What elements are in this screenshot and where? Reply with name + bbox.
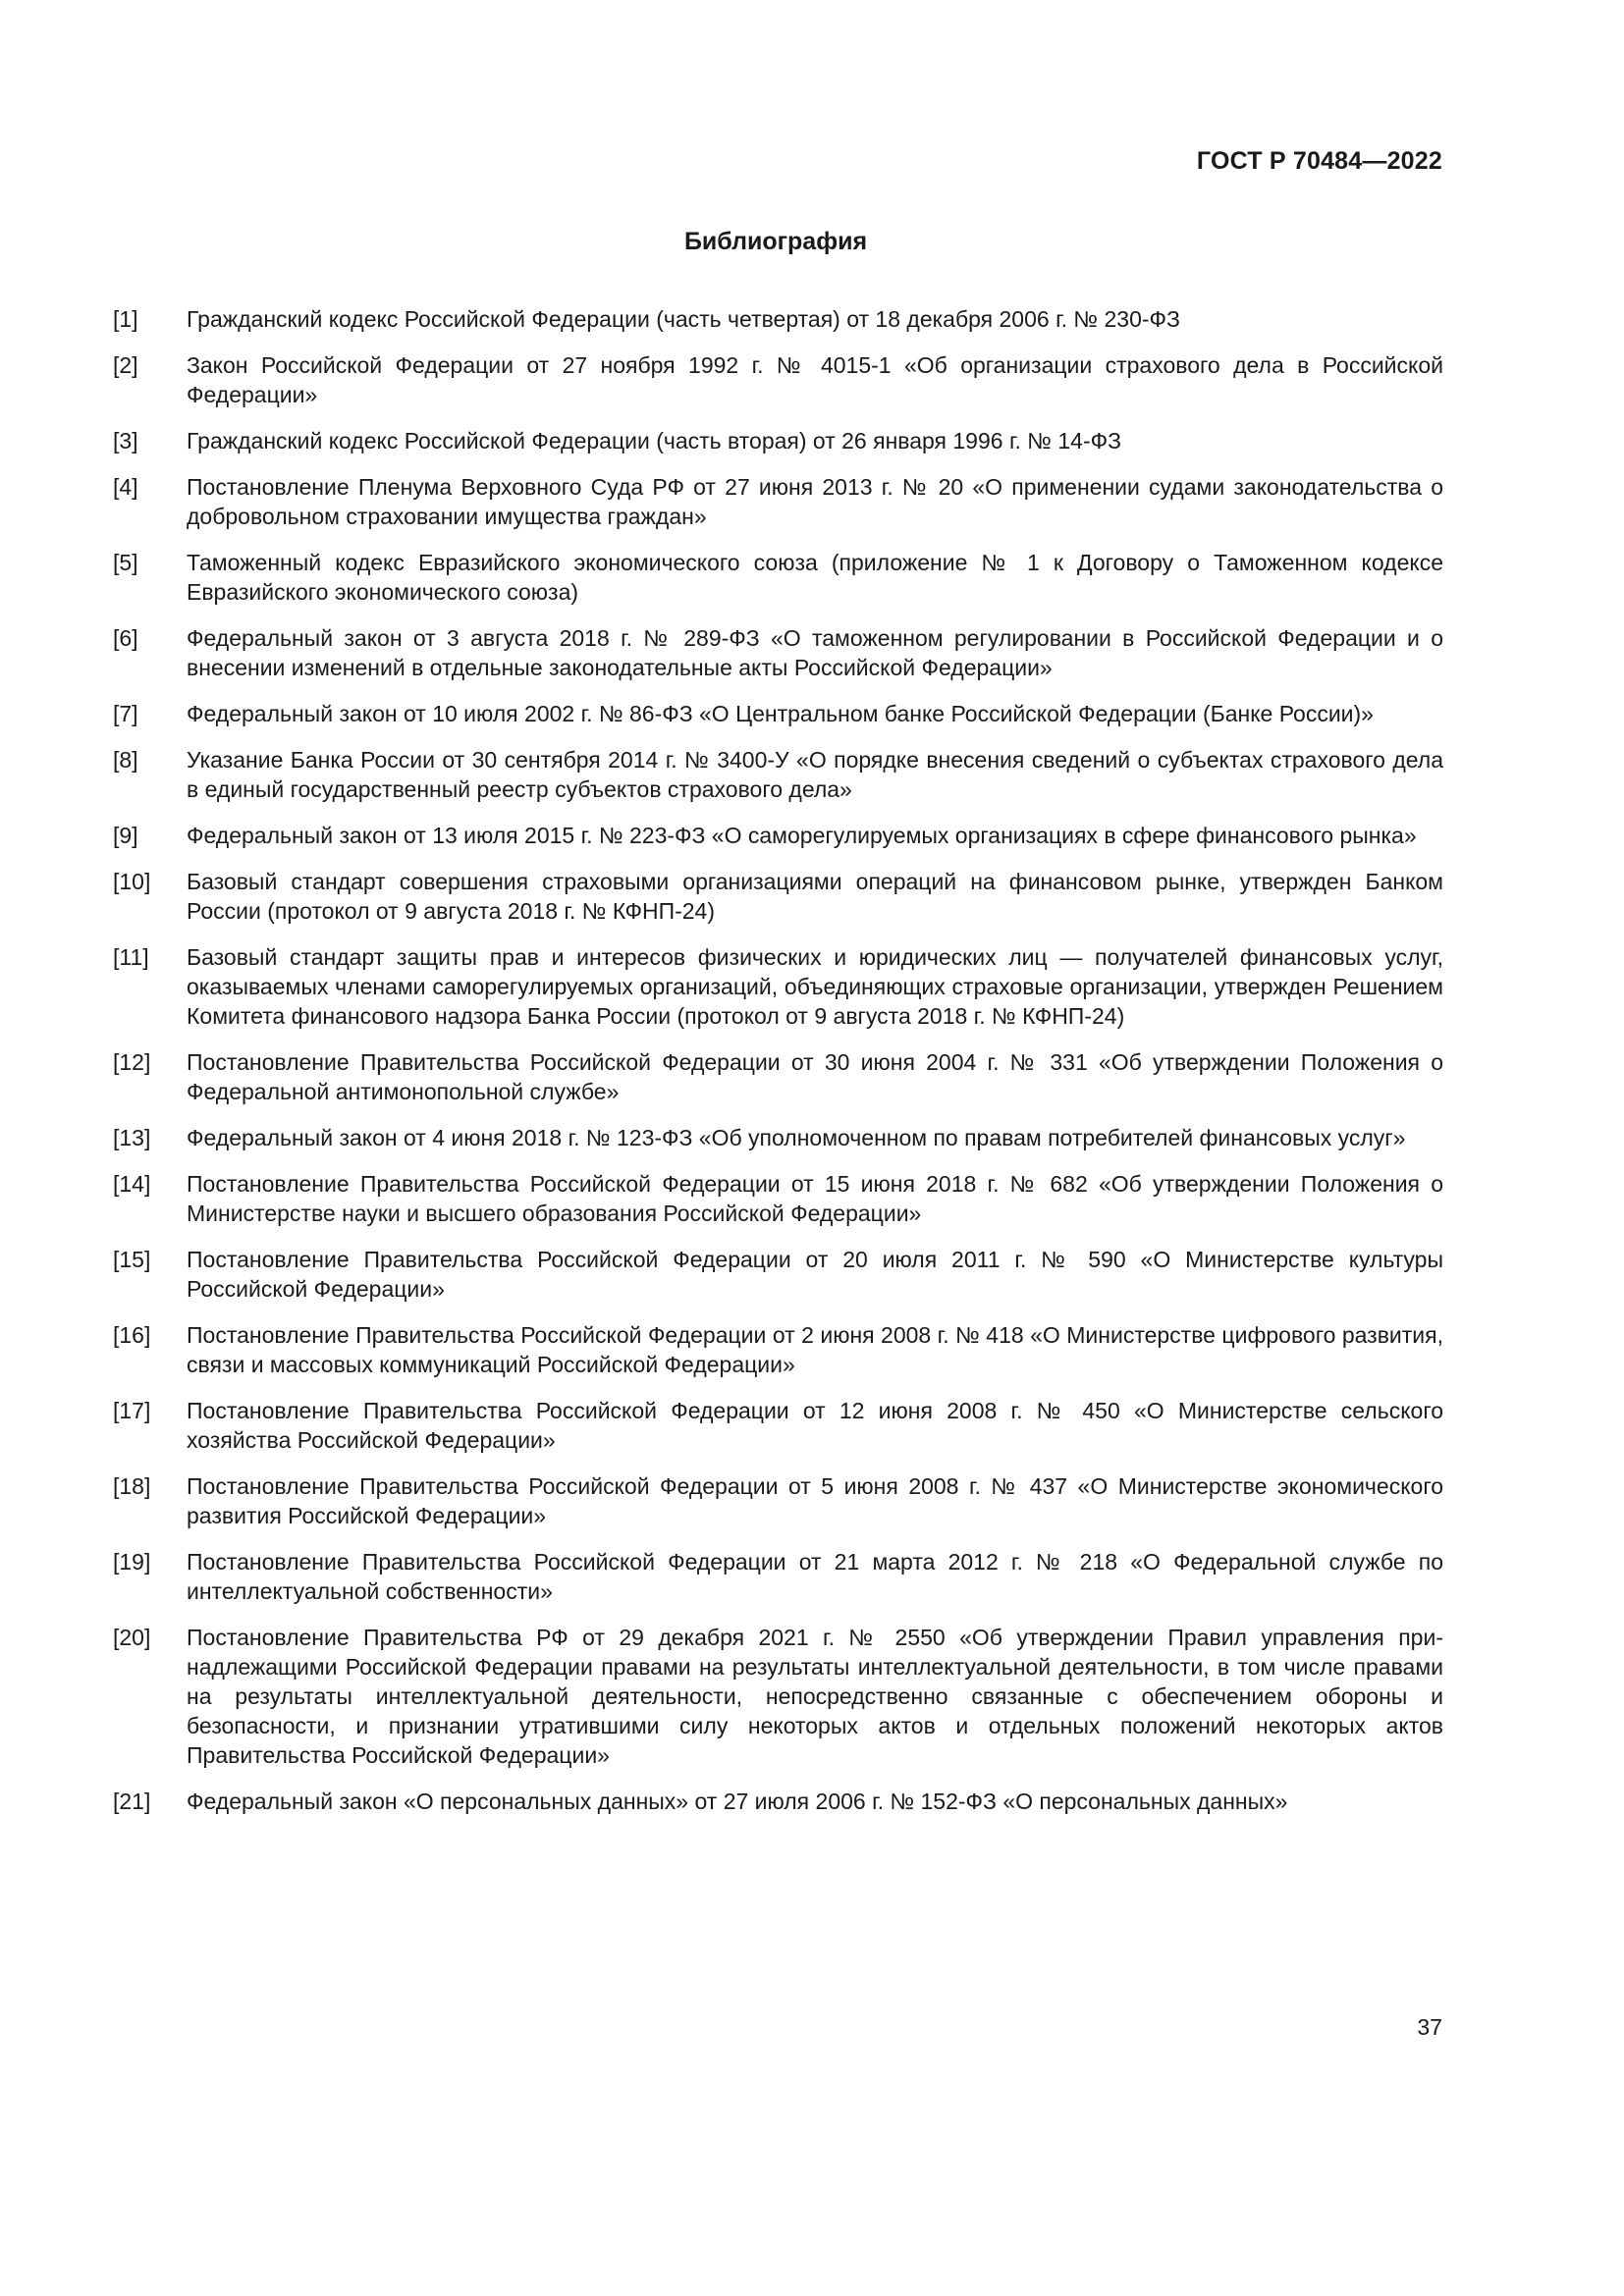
entry-number: [2] — [113, 352, 138, 378]
entry-text: Таможенный кодекс Евразийского экономического союза (приложение № 1 к Договору о Таможенном кодексе Евразийского экономического союза) — [187, 550, 1443, 605]
entry-text: Гражданский кодекс Российской Федерации (часть вторая) от 26 января 1996 г. № 14-ФЗ — [187, 428, 1121, 454]
bibliography-entry — [113, 548, 1443, 607]
entry-number: [11] — [113, 944, 149, 970]
bibliography-entry — [113, 942, 1443, 1031]
bibliography-entry — [113, 304, 1443, 334]
entry-number: [1] — [113, 306, 138, 332]
bibliography-entry — [113, 821, 1443, 850]
document-code: ГОСТ Р 70484—2022 — [1196, 147, 1442, 175]
bibliography-entry — [113, 472, 1443, 531]
bibliography-entry — [113, 745, 1443, 804]
entry-text: Постановление Правительства Российской Федерации от 20 июля 2011 г. № 590 «О Министерстве культуры Российской Федерации» — [187, 1247, 1443, 1302]
entry-number: [9] — [113, 823, 138, 848]
bibliography-entry — [113, 623, 1443, 682]
bibliography-entry — [113, 1123, 1443, 1152]
entry-text: Базовый стандарт совершения страховыми организациями операций на финансовом рынке, утвержден Банком России (протокол от 9 августа 2018 г. № КФНП-24) — [187, 869, 1443, 924]
bibliography-entry — [113, 1396, 1443, 1455]
bibliography-entry — [113, 1169, 1443, 1228]
bibliography-entry — [113, 867, 1443, 926]
entry-text: Постановление Правительства Российской Федерации от 30 июня 2004 г. № 331 «Об утверждении Положения о Федеральной антимонопольной службе» — [187, 1049, 1443, 1104]
entry-text: Постановление Правительства Российской Федерации от 2 июня 2008 г. № 418 «О Министерстве цифрового развития, связи и массовых коммуникаций Российской Федерации» — [187, 1322, 1443, 1377]
bibliography-entry — [113, 1547, 1443, 1606]
entry-text: Постановление Правительства Российской Федерации от 5 июня 2008 г. № 437 «О Министерстве экономического развития Российской Федерации» — [187, 1473, 1443, 1528]
bibliography-entry — [113, 1471, 1443, 1530]
entry-number: [5] — [113, 550, 138, 575]
entry-number: [18] — [113, 1473, 151, 1499]
entry-text: Федеральный закон «О персональных данных» от 27 июля 2006 г. № 152-ФЗ «О персональных данных» — [187, 1789, 1288, 1814]
entry-number: [10] — [113, 869, 151, 894]
entry-number: [17] — [113, 1398, 151, 1423]
entry-text: Постановление Пленума Верховного Суда РФ от 27 июня 2013 г. № 20 «О применении судами законодательства о добровольном страховании имущества граждан» — [187, 474, 1443, 529]
entry-number: [16] — [113, 1322, 151, 1348]
bibliography-entry — [113, 426, 1443, 455]
bibliography-list — [113, 304, 1443, 1833]
bibliography-entry — [113, 1787, 1443, 1816]
entry-number: [12] — [113, 1049, 151, 1075]
entry-text: Гражданский кодекс Российской Федерации (часть четвертая) от 18 декабря 2006 г. № 230-ФЗ — [187, 306, 1180, 332]
page-number: 37 — [1417, 2014, 1442, 2040]
entry-text: Федеральный закон от 3 августа 2018 г. № 289-ФЗ «О таможенном регулировании в Российской Федерации и о внесении изменений в отдельные законодательные акты Российской Федерации» — [187, 625, 1443, 680]
entry-text: Постановление Правительства Российской Федерации от 21 марта 2012 г. № 218 «О Федеральной службе по интеллектуальной собственности» — [187, 1549, 1443, 1604]
bibliography-entry — [113, 1320, 1443, 1379]
entry-text: Постановление Правительства Российской Федерации от 12 июня 2008 г. № 450 «О Министерстве сельского хозяйства Российской Федерации» — [187, 1398, 1443, 1453]
entry-number: [15] — [113, 1247, 151, 1272]
bibliography-entry — [113, 1245, 1443, 1304]
entry-text: Постановление Правительства РФ от 29 декабря 2021 г. № 2550 «Об утверждении Правил управления принадлежащими Российской Федерации правами на результаты интеллектуальной деятельности, в том числе правами на результаты интеллектуальной деятельности, непосредственно связанные с обеспечением обороны и безопасности, и признании утратившими силу некоторых актов и отдельных положений некоторых актов Правительства Российской Федерации» — [187, 1625, 1443, 1768]
bibliography-entry — [113, 699, 1443, 728]
bibliography-entry — [113, 1623, 1443, 1770]
entry-number: [13] — [113, 1125, 151, 1150]
entry-text: Базовый стандарт защиты прав и интересов физических и юридических лиц — получателей финансовых услуг, оказываемых членами саморегулируемых организаций, объединяющих страховые организации, утвержден Решением Комитета финансового надзора Банка России (протокол от 9 августа 2018 г. № КФНП-24) — [187, 944, 1443, 1029]
entry-number: [14] — [113, 1171, 151, 1197]
entry-text: Федеральный закон от 13 июля 2015 г. № 223-ФЗ «О саморегулируемых организациях в сфере финансового рынка» — [187, 823, 1417, 848]
entry-text: Федеральный закон от 4 июня 2018 г. № 123-ФЗ «Об уполномоченном по правам потребителей финансовых услуг» — [187, 1125, 1406, 1150]
entry-number: [21] — [113, 1789, 151, 1814]
entry-number: [3] — [113, 428, 138, 454]
bibliography-entry — [113, 1047, 1443, 1106]
entry-number: [6] — [113, 625, 138, 651]
bibliography-entry — [113, 350, 1443, 409]
entry-text: Федеральный закон от 10 июля 2002 г. № 86-ФЗ «О Центральном банке Российской Федерации (Банке России)» — [187, 701, 1374, 726]
entry-number: [19] — [113, 1549, 151, 1575]
entry-text: Указание Банка России от 30 сентября 2014 г. № 3400-У «О порядке внесения сведений о субъектах страхового дела в единый государственный реестр субъектов страхового дела» — [187, 747, 1443, 802]
entry-number: [20] — [113, 1625, 151, 1650]
section-title: Библиография — [683, 228, 868, 255]
entry-number: [8] — [113, 747, 138, 773]
entry-text: Закон Российской Федерации от 27 ноября 1992 г. № 4015-1 «Об организации страхового дела в Российской Федерации» — [187, 352, 1443, 407]
entry-text: Постановление Правительства Российской Федерации от 15 июня 2018 г. № 682 «Об утверждении Положения о Министерстве науки и высшего образования Российской Федерации» — [187, 1171, 1443, 1226]
entry-number: [7] — [113, 701, 138, 726]
entry-number: [4] — [113, 474, 138, 500]
